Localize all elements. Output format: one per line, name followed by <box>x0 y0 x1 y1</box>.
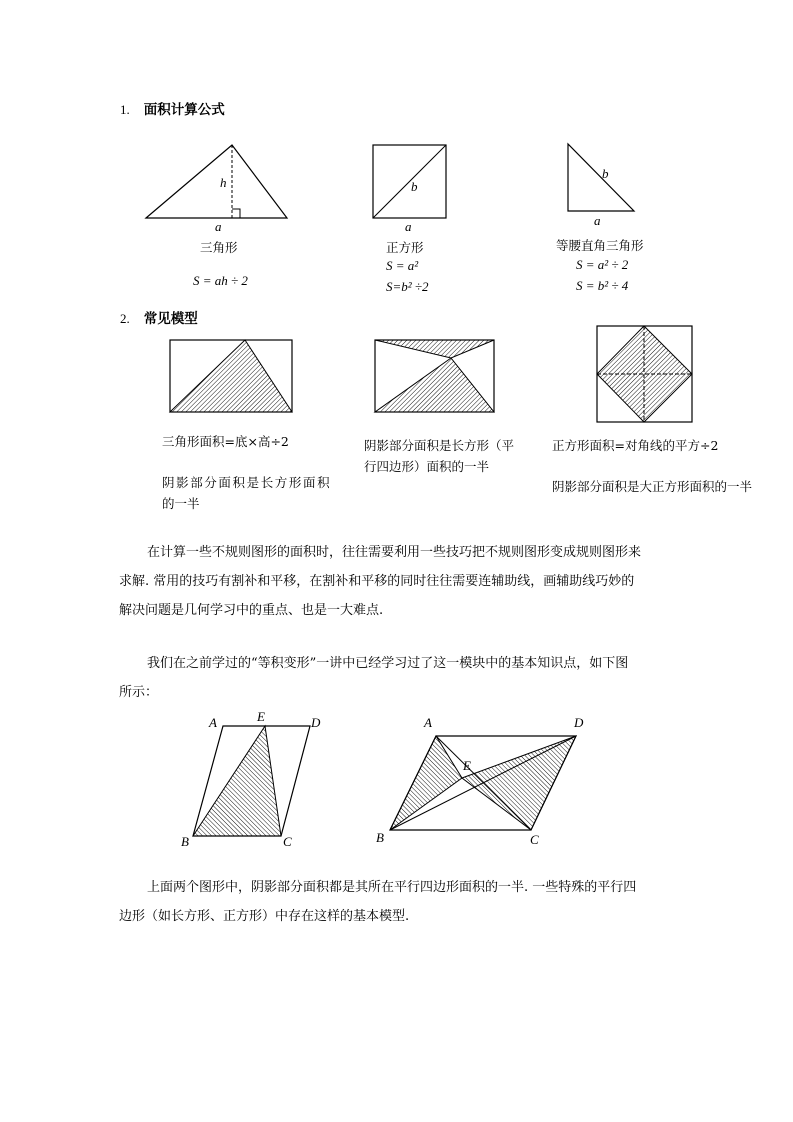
square-diagonal <box>373 145 446 218</box>
iso-caption: 等腰直角三角形 <box>556 238 644 253</box>
section-number: 2. <box>120 311 130 326</box>
left-label-b: B <box>181 834 189 849</box>
left-label-d: D <box>311 715 321 730</box>
model-2-figure <box>375 340 494 412</box>
square-formula-1: S = a² <box>386 258 419 273</box>
paragraph-2-line-1: 我们在之前学过的“等积变形”一讲中已经学习过了这一模块中的基本知识点，如下图 <box>147 656 629 671</box>
left-label-c: C <box>283 834 292 849</box>
triangle-outline <box>146 145 287 218</box>
triangle-label-a: a <box>215 219 222 234</box>
iso-triangle-outline <box>568 144 634 211</box>
left-shaded-triangle-bec <box>193 726 281 836</box>
paragraph-3-line-2: 边形（如长方形、正方形）中存在这样的基本模型. <box>119 909 410 924</box>
parallelogram-right-figure <box>390 736 576 830</box>
model-1-text-3: 的一半 <box>162 496 200 511</box>
triangle-caption: 三角形 <box>200 240 238 255</box>
left-label-a: A <box>209 715 217 730</box>
section-number: 1. <box>120 102 130 117</box>
model-2-shaded-bottom <box>375 358 494 412</box>
right-label-d: D <box>574 715 584 730</box>
iso-label-b: b <box>602 166 609 181</box>
model-2-shaded-top <box>375 340 494 358</box>
paragraph-1-line-3: 解决问题是几何学习中的重点、也是一大难点. <box>119 603 384 618</box>
model-1-figure <box>170 340 292 412</box>
iso-formula-1: S = a² ÷ 2 <box>576 257 629 272</box>
right-angle-mark <box>232 209 240 218</box>
square-formula-2: S=b² ÷2 <box>386 279 429 294</box>
right-shaded-triangle-abe <box>390 736 462 830</box>
iso-label-a: a <box>594 213 601 228</box>
iso-formula-2: S = b² ÷ 4 <box>576 278 629 293</box>
section-2-heading <box>120 307 198 327</box>
triangle-formula: S = ah ÷ 2 <box>193 273 248 288</box>
model-3-text-2: 阴影部分面积是大正方形面积的一半 <box>552 479 753 494</box>
parallelogram-left-figure <box>193 726 310 836</box>
model-3-figure <box>597 326 692 422</box>
right-label-e: E <box>463 758 471 773</box>
model-1-shaded-triangle <box>170 340 292 412</box>
paragraph-3-line-1: 上面两个图形中，阴影部分面积都是其所在平行四边形面积的一半. 一些特殊的平行四 <box>147 880 637 895</box>
square-caption: 正方形 <box>386 240 424 255</box>
square-figure <box>373 145 446 218</box>
triangle-figure <box>146 145 287 218</box>
model-2-text-1: 阴影部分面积是长方形（平 <box>364 438 515 453</box>
left-label-e: E <box>257 709 265 724</box>
right-label-a: A <box>424 715 432 730</box>
model-1-text-1: 三角形面积=底×高÷2 <box>162 434 289 449</box>
isosceles-right-triangle-figure <box>568 144 634 211</box>
paragraph-1-line-2: 求解. 常用的技巧有割补和平移，在割补和平移的同时往往需要连辅助线，画辅助线巧妙的 <box>119 574 635 589</box>
right-label-c: C <box>530 832 539 847</box>
model-3-text-1: 正方形面积=对角线的平方÷2 <box>552 438 719 453</box>
square-label-a: a <box>405 219 412 234</box>
section-title: 面积计算公式 <box>143 102 225 118</box>
model-1-text-2: 阴影部分面积是长方形面积 <box>162 475 332 490</box>
paragraph-2-line-2: 所示： <box>119 685 159 700</box>
model-2-text-2: 行四边形）面积的一半 <box>364 459 490 474</box>
paragraph-1-line-1: 在计算一些不规则图形的面积时，往往需要利用一些技巧把不规则图形变成规则图形来 <box>147 545 642 560</box>
triangle-label-h: h <box>220 175 227 190</box>
section-title: 常见模型 <box>143 311 198 327</box>
right-shaded-triangle-edc <box>462 736 576 830</box>
right-label-b: B <box>376 830 384 845</box>
square-label-b: b <box>411 179 418 194</box>
